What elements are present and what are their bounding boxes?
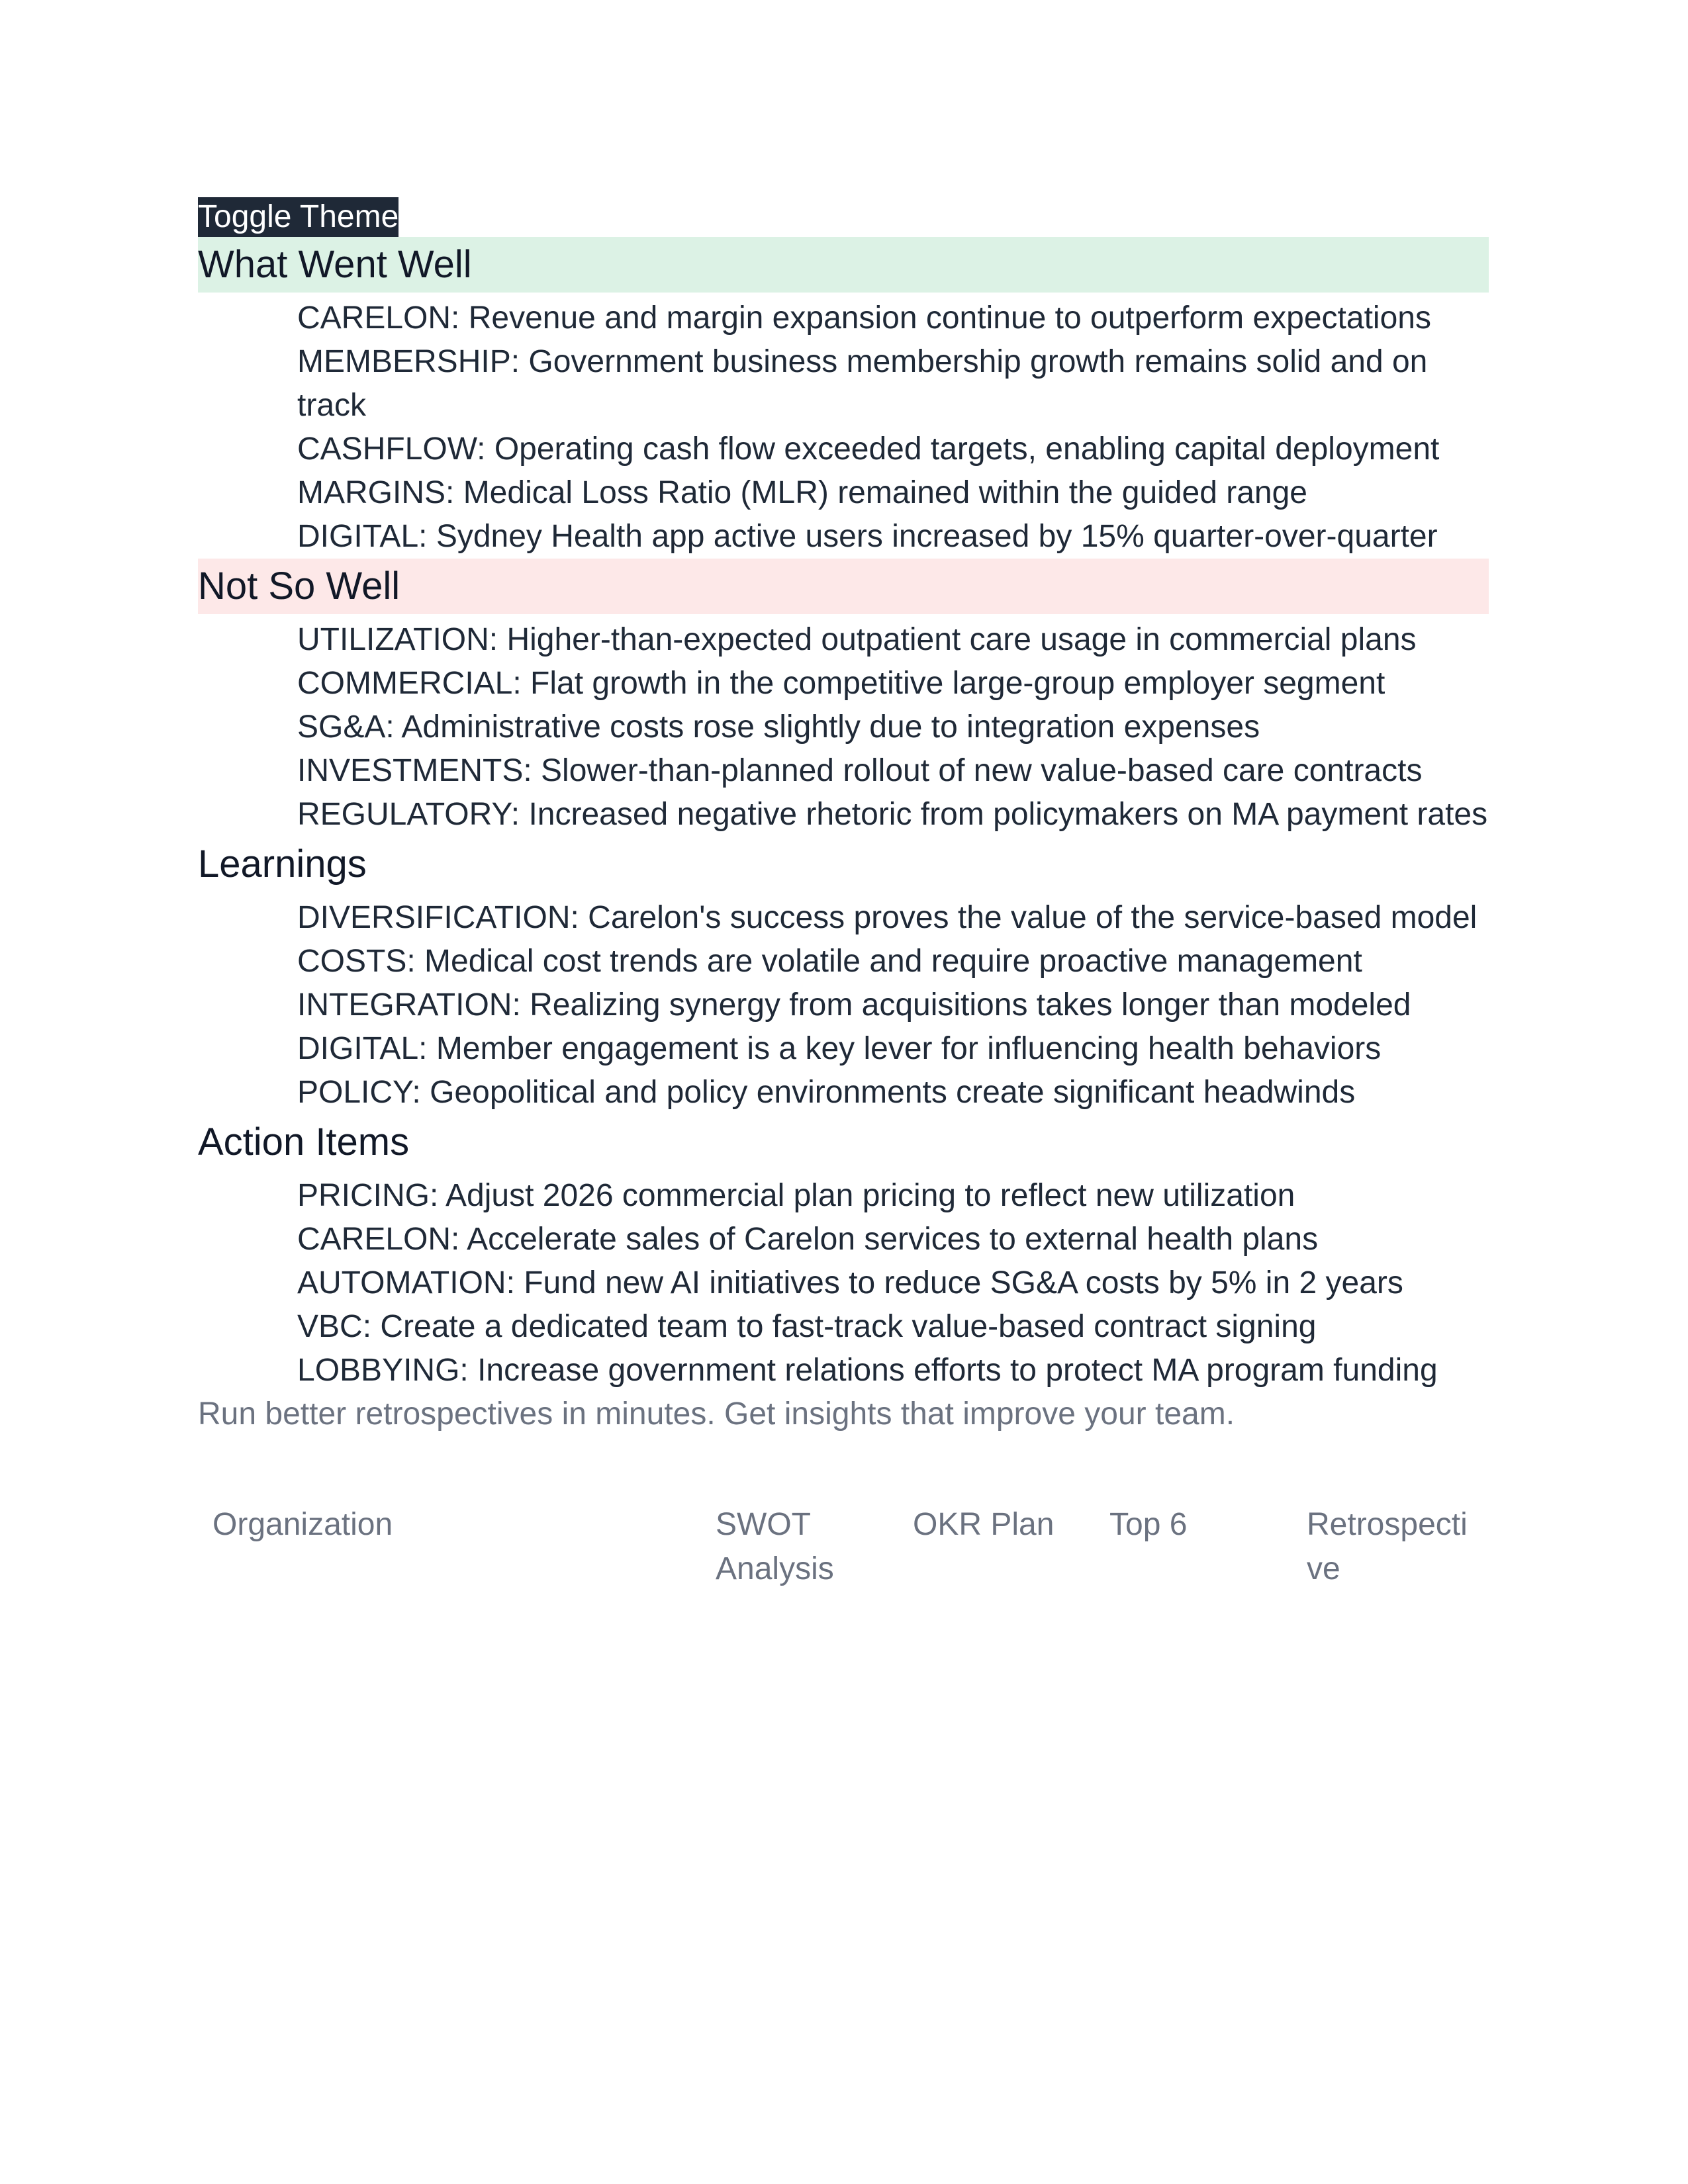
footer-link-okr-plan[interactable]: OKR Plan [913, 1507, 1055, 1542]
list-not-so-well [198, 614, 1489, 837]
list-item: CASHFLOW: Operating cash flow exceeded targets, enabling capital deployment [297, 432, 1440, 467]
section-heading-action-items: Action Items [198, 1120, 410, 1163]
list-item: COSTS: Medical cost trends are volatile and require proactive management [297, 944, 1362, 979]
list-item: CARELON: Revenue and margin expansion continue to outperform expectations [297, 300, 1431, 336]
section-heading-what-went-well: What Went Well [198, 237, 1489, 293]
tagline: Run better retrospectives in minutes. Get insights that improve your team. [198, 1396, 1235, 1432]
list-item: INVESTMENTS: Slower-than-planned rollout of new value-based care contracts [297, 753, 1423, 788]
footer-link-swot-analysis[interactable]: SWOT Analysis [716, 1507, 834, 1586]
section-heading-learnings: Learnings [198, 842, 367, 886]
section-action-items [198, 1115, 1489, 1392]
section-not-so-well [198, 559, 1489, 837]
list-what-went-well [198, 293, 1489, 559]
footer-link-organization[interactable]: Organization [212, 1507, 393, 1542]
section-what-went-well [198, 237, 1489, 559]
list-item: CARELON: Accelerate sales of Carelon services to external health plans [297, 1222, 1319, 1257]
list-item: INTEGRATION: Realizing synergy from acquisitions takes longer than modeled [297, 987, 1411, 1023]
section-heading-not-so-well: Not So Well [198, 559, 1489, 614]
list-item: POLICY: Geopolitical and policy environments create significant headwinds [297, 1075, 1356, 1110]
list-item: LOBBYING: Increase government relations efforts to protect MA program funding [297, 1353, 1438, 1388]
list-item: DIVERSIFICATION: Carelon's success proves the value of the service-based model [297, 900, 1477, 935]
list-item: MARGINS: Medical Loss Ratio (MLR) remained within the guided range [297, 475, 1307, 510]
list-item: SG&A: Administrative costs rose slightly due to integration expenses [297, 709, 1260, 745]
list-item: DIGITAL: Member engagement is a key lever for influencing health behaviors [297, 1031, 1382, 1066]
list-item: UTILIZATION: Higher-than-expected outpatient care usage in commercial plans [297, 622, 1417, 657]
list-item: REGULATORY: Increased negative rhetoric from policymakers on MA payment rates [297, 797, 1488, 832]
list-item: PRICING: Adjust 2026 commercial plan pricing to reflect new utilization [297, 1178, 1295, 1213]
footer-link-retrospective[interactable]: Retrospective [1307, 1507, 1468, 1586]
toggle-theme-button[interactable]: Toggle Theme [198, 197, 399, 237]
retrospective-document [198, 197, 1489, 1595]
footer-nav [198, 1502, 1489, 1595]
footer-link-top-6[interactable]: Top 6 [1109, 1507, 1188, 1542]
list-item: COMMERCIAL: Flat growth in the competitive large-group employer segment [297, 666, 1385, 701]
list-learnings [198, 892, 1489, 1115]
list-item: DIGITAL: Sydney Health app active users increased by 15% quarter-over-quarter [297, 519, 1438, 554]
list-item: MEMBERSHIP: Government business membership growth remains solid and on track [297, 344, 1428, 423]
section-learnings [198, 837, 1489, 1115]
list-item: AUTOMATION: Fund new AI initiatives to reduce SG&A costs by 5% in 2 years [297, 1265, 1403, 1300]
list-action-items [198, 1170, 1489, 1392]
list-item: VBC: Create a dedicated team to fast-track value-based contract signing [297, 1309, 1317, 1344]
